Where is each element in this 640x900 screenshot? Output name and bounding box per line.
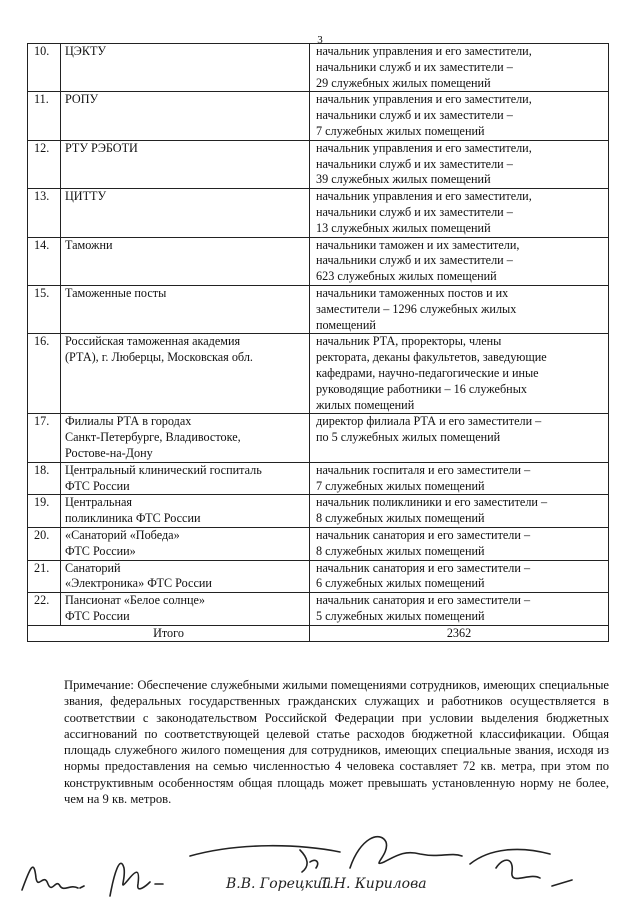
organization-line: Ростове-на-Дону — [65, 445, 153, 460]
organization-line: Филиалы РТА в городах — [65, 414, 192, 429]
positions-line: начальник управления и его заместители, — [316, 140, 532, 155]
positions-line: 8 служебных жилых помещений — [316, 543, 485, 558]
positions-cell — [310, 414, 609, 462]
table-row — [28, 237, 609, 285]
table-row — [28, 140, 609, 188]
table-row — [28, 285, 609, 333]
positions-table — [27, 43, 609, 642]
positions-line: начальник санатория и его заместители – — [316, 560, 531, 575]
positions-cell — [310, 560, 609, 593]
positions-line: начальники служб и их заместители – — [316, 108, 513, 123]
table-row — [28, 92, 609, 140]
positions-line: жилых помещений — [316, 397, 415, 412]
signature-1 — [22, 867, 84, 890]
organization-cell — [61, 92, 310, 140]
positions-line: начальник управления и его заместители, — [316, 44, 532, 58]
positions-line: директор филиала РТА и его заместители – — [316, 414, 542, 429]
note-paragraph — [64, 677, 609, 807]
positions-cell — [310, 92, 609, 140]
organization-line: (РТА), г. Люберцы, Московская обл. — [65, 350, 253, 365]
organization-line: Центральный клинический госпиталь — [65, 462, 262, 477]
organization-cell — [61, 237, 310, 285]
table-row — [28, 593, 609, 626]
signature-3 — [190, 846, 340, 872]
table-row — [28, 560, 609, 593]
organization-cell — [61, 140, 310, 188]
signature-5 — [470, 849, 572, 886]
organization-cell — [61, 527, 310, 560]
organization-line: Таможенные посты — [65, 285, 167, 300]
positions-line: начальник госпиталя и его заместители – — [316, 462, 531, 477]
total-row — [28, 625, 609, 642]
positions-line: начальники служб и их заместители – — [316, 156, 513, 171]
positions-line: начальники таможен и их заместители, — [316, 237, 520, 252]
positions-line: 39 служебных жилых помещений — [316, 172, 491, 187]
positions-cell — [310, 237, 609, 285]
organization-cell — [61, 334, 310, 414]
table-row — [28, 44, 609, 92]
positions-cell — [310, 285, 609, 333]
organization-cell — [61, 495, 310, 528]
table-row — [28, 334, 609, 414]
positions-line: 29 служебных жилых помещений — [316, 75, 491, 90]
row-number: 18. — [28, 462, 61, 495]
handwritten-name-2: Т.Н. Кирилова — [320, 876, 427, 892]
positions-cell — [310, 334, 609, 414]
organization-line: Пансионат «Белое солнце» — [65, 593, 206, 608]
positions-line: руководящие работники – 16 служебных — [316, 381, 527, 396]
organization-line: «Электроника» ФТС России — [65, 576, 212, 591]
organization-line: Российская таможенная академия — [65, 334, 241, 349]
positions-line: заместители – 1296 служебных жилых — [316, 301, 517, 316]
positions-cell — [310, 593, 609, 626]
table-row — [28, 414, 609, 462]
page-number: 3 — [317, 34, 323, 46]
organization-cell — [61, 44, 310, 92]
organization-cell — [61, 285, 310, 333]
signatures — [0, 828, 640, 900]
organization-line: Центральная — [65, 495, 132, 510]
row-number: 16. — [28, 334, 61, 414]
organization-line: ФТС России» — [65, 543, 136, 558]
organization-line: РОПУ — [65, 92, 99, 107]
positions-line: начальник управления и его заместители, — [316, 189, 532, 204]
signature-4 — [350, 837, 462, 868]
organization-line: «Санаторий «Победа» — [65, 527, 180, 542]
handwritten-name-1: В.В. Горецкий — [226, 876, 332, 892]
positions-line: 7 служебных жилых помещений — [316, 478, 485, 493]
organization-line: Санаторий — [65, 560, 121, 575]
positions-line: начальники служб и их заместители – — [316, 253, 513, 268]
organization-line: Санкт-Петербурге, Владивостоке, — [65, 430, 241, 445]
organization-line: ФТС России — [65, 478, 130, 493]
row-number: 15. — [28, 285, 61, 333]
table-row — [28, 495, 609, 528]
organization-line: РТУ РЭБОТИ — [65, 140, 138, 155]
positions-line: начальники таможенных постов и их — [316, 285, 509, 300]
table-row — [28, 462, 609, 495]
signature-2 — [110, 863, 163, 896]
positions-cell — [310, 527, 609, 560]
row-number: 14. — [28, 237, 61, 285]
note-label: Примечание: — [64, 678, 134, 692]
total-value: 2362 — [310, 625, 609, 642]
positions-line: 7 служебных жилых помещений — [316, 123, 485, 138]
positions-line: по 5 служебных жилых помещений — [316, 430, 501, 445]
organization-line: поликлиника ФТС России — [65, 511, 201, 526]
row-number: 22. — [28, 593, 61, 626]
positions-cell — [310, 140, 609, 188]
row-number: 17. — [28, 414, 61, 462]
row-number: 21. — [28, 560, 61, 593]
row-number: 13. — [28, 189, 61, 237]
positions-line: начальник РТА, проректоры, члены — [316, 334, 502, 349]
positions-line: начальник санатория и его заместители – — [316, 527, 531, 542]
positions-line: помещений — [316, 317, 376, 332]
positions-cell — [310, 495, 609, 528]
organization-line: ЦИТТУ — [65, 189, 107, 204]
organization-line: Таможни — [65, 237, 113, 252]
positions-line: 6 служебных жилых помещений — [316, 576, 485, 591]
positions-line: 5 служебных жилых помещений — [316, 608, 485, 623]
organization-cell — [61, 560, 310, 593]
row-number: 11. — [28, 92, 61, 140]
positions-cell — [310, 44, 609, 92]
table-row — [28, 527, 609, 560]
positions-line: начальник санатория и его заместители – — [316, 593, 531, 608]
positions-line: начальники служб и их заместители – — [316, 59, 513, 74]
organization-cell — [61, 462, 310, 495]
row-number: 12. — [28, 140, 61, 188]
table-row — [28, 189, 609, 237]
row-number: 19. — [28, 495, 61, 528]
organization-cell — [61, 189, 310, 237]
positions-line: начальники служб и их заместители – — [316, 204, 513, 219]
positions-cell — [310, 189, 609, 237]
positions-cell — [310, 462, 609, 495]
positions-line: кафедрами, научно-педагогические и иные — [316, 365, 539, 380]
organization-line: ФТС России — [65, 608, 130, 623]
organization-cell — [61, 593, 310, 626]
row-number: 20. — [28, 527, 61, 560]
positions-line: 623 служебных жилых помещений — [316, 269, 497, 284]
total-label: Итого — [28, 625, 310, 642]
note-text: Обеспечение служебными жилыми помещениями сотрудников, имеющих специальные звания, федеральных государственных гражданских служащих и работников осуществляется в соответствии с законодательством Российской Федерации при условии выделения бюджетных ассигнований по соответствующей целевой статье расходов бюджетной классификации. Общая площадь служебного жилого помещения для сотрудников, имеющих специальные звания, исходя из нормы предоставления на семью численностью 4 человека составляет 72 кв. метра, при этом по конструктивным особенностям общая площадь может превышать установленную норму не более, чем на 9 кв. метров. — [64, 678, 610, 807]
positions-line: ректората, деканы факультетов, заведующие — [316, 350, 547, 365]
positions-line: 8 служебных жилых помещений — [316, 511, 485, 526]
positions-line: начальник управления и его заместители, — [316, 92, 532, 107]
organization-cell — [61, 414, 310, 462]
positions-line: начальник поликлиники и его заместители – — [316, 495, 548, 510]
positions-line: 13 служебных жилых помещений — [316, 220, 491, 235]
row-number: 10. — [28, 44, 61, 92]
organization-line: ЦЭКТУ — [65, 44, 107, 58]
